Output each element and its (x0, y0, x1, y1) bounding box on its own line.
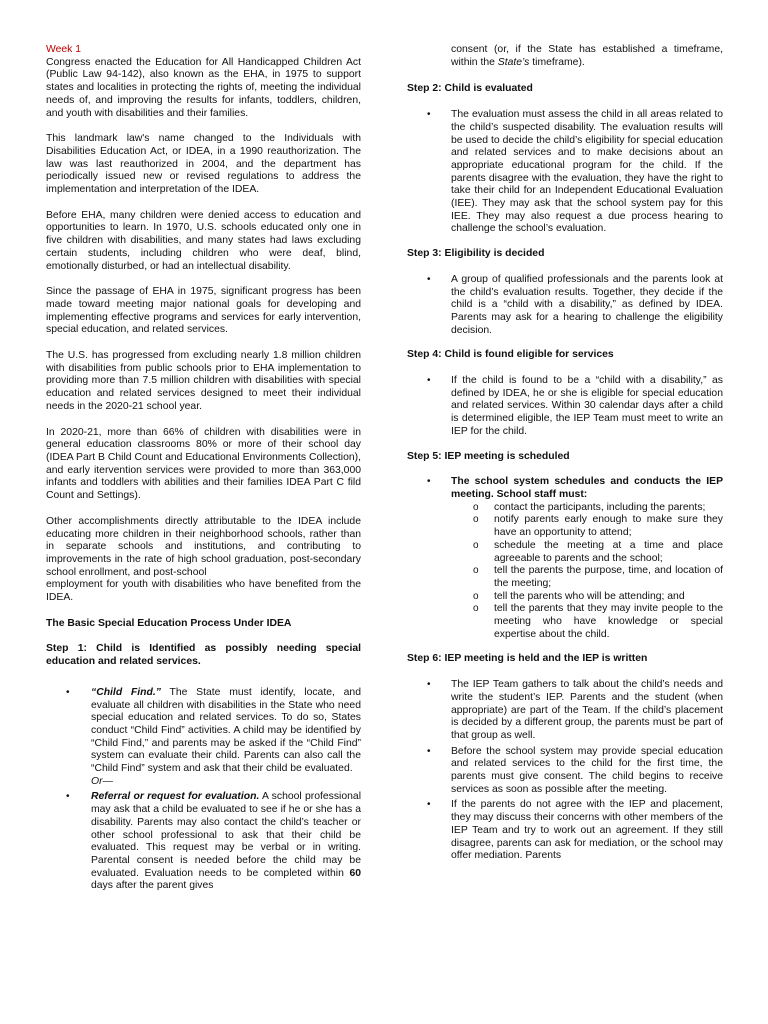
list-item (407, 476, 723, 641)
bullet-marker: • (66, 686, 70, 698)
list-item (407, 375, 723, 439)
step6-bullet-text: The IEP Team gathers to talk about the child’s needs and write the student’s IEP. Parents and the student (when appropriate) are part of the Team. If the child’s placement is decided by a different group, the parents must be part of that group as well. (451, 679, 723, 741)
child-find-text: The State must identify, locate, and evaluate all children with disabilities in the State who need special education and related services. To do so, States conduct “Child Find” activities. A child may be identified by “Child Find,” and parents may be asked if the “Child Find” system can evaluate their child. Parents can also call the “Child Find” system and ask that their child be evaluated. (91, 686, 361, 775)
sub-item-text: tell the parents that they may invite people to the meeting who have knowledge or special expertise about the child. (494, 603, 723, 640)
progress-paragraph: Since the passage of EHA in 1975, significant progress has been made toward meeting major national goals for developing and implementing effective programs and services for early intervention, special education, and related services. (46, 286, 361, 336)
list-item (407, 679, 723, 743)
list-item (46, 791, 361, 893)
bullet-marker: • (427, 679, 431, 691)
bullet-marker: • (427, 375, 431, 387)
bullet-marker: • (427, 109, 431, 121)
circle-bullet-icon: o (473, 539, 479, 551)
or-label: Or— (91, 775, 113, 787)
circle-bullet-icon: o (473, 501, 479, 513)
consent-italic: State’s (497, 56, 530, 68)
step5-list (407, 476, 723, 641)
step4-heading: Step 4: Child is found eligible for services (407, 349, 614, 361)
sub-item-text: notify parents early enough to make sure they have an opportunity to attend; (494, 514, 723, 539)
list-item (407, 799, 723, 863)
circle-bullet-icon: o (473, 590, 479, 602)
sub-item-text: contact the participants, including the parents; (494, 501, 706, 513)
step3-list (407, 274, 723, 338)
circle-bullet-icon: o (473, 603, 479, 615)
circle-bullet-icon: o (473, 514, 479, 526)
step2-list (407, 109, 723, 236)
sub-list-item (451, 591, 723, 604)
accomplishments-paragraph (46, 516, 361, 605)
week-label: Week 1 (46, 44, 82, 55)
sub-list-item (451, 540, 723, 565)
accomplishments-text-end: employment for youth with disabilities who have benefited from the IDEA. (46, 579, 361, 604)
name-change-paragraph: This landmark law's name changed to the Individuals with Disabilities Education Act, or IDEA, in a 1990 reauthorization. The law was last reauthorized in 2004, and the department has periodically issued new or revised regulations to address the implementation and interpretation of the IDEA. (46, 133, 361, 196)
intro-paragraph: Congress enacted the Education for All Handicapped Children Act (Public Law 94-142), also known as the EHA, in 1975 to support states and localities in protecting the rights of, meeting the individual needs of, and improving the results for infants, toddlers, children, and youth with disabilities and their families. (46, 56, 361, 119)
right-column (407, 44, 723, 875)
sub-list-item (451, 565, 723, 590)
step6-heading: Step 6: IEP meeting is held and the IEP is written (407, 653, 648, 665)
bullet-marker: • (427, 476, 431, 488)
step2-bullet-text: The evaluation must assess the child in all areas related to the child’s suspected disability. The evaluation results will be used to decide the child’s eligibility for special education and related services and to make decisions about an appropriate educational program for the child. If the parents disagree with the evaluation, they have the right to take their child for an Independent Educational Evaluation (IEE). They may ask that the school system pay for this IEE. They may also request a due process hearing to challenge the school’s evaluation. (451, 109, 723, 235)
consent-continuation (451, 44, 723, 69)
step6-bullet-text: If the parents do not agree with the IEP and placement, they may discuss their concerns with other members of the IEP Team and try to work out an agreement. If they still disagree, parents can ask for mediation, or the school may offer mediation. Parents (451, 799, 723, 862)
step2-heading: Step 2: Child is evaluated (407, 83, 533, 95)
sub-list-item (451, 514, 723, 539)
statistics-paragraph: The U.S. has progressed from excluding nearly 1.8 million children with disabilities from public schools prior to EHA implementation to providing more than 7.5 million children with disabilities with special education and related services designed to meet their individual needs in the 2020-21 school year. (46, 350, 361, 412)
step1-heading: Step 1: Child is Identified as possibly needing special education and related services. (46, 643, 361, 668)
before-eha-paragraph: Before EHA, many children were denied access to education and opportunities to learn. In 1970, U.S. schools educated only one in five children with disabilities, and many states had laws excluding certain students, including children who were deaf, blind, emotionally disturbed, or had an intellectual disability. (46, 209, 361, 272)
list-item (407, 109, 723, 236)
step1-list (46, 687, 361, 893)
consent-text: consent (or, if the State has established a timeframe, within the (451, 44, 723, 68)
bullet-marker: • (427, 745, 431, 757)
circle-bullet-icon: o (473, 565, 479, 577)
sub-item-text: schedule the meeting at a time and place agreeable to parents and the school; (494, 539, 723, 564)
bullet-marker: • (427, 799, 431, 811)
bullet-marker: • (427, 273, 431, 285)
step3-bullet-text: A group of qualified professionals and the parents look at the child’s evaluation results. Together, they decide if the child is a “child with a disability,” as defined by IDEA. Parents may ask for a hearing to challenge the eligibility decision. (451, 273, 723, 336)
process-heading: The Basic Special Education Process Under IDEA (46, 617, 292, 629)
referral-tail: days after the parent gives (91, 880, 214, 892)
sub-item-text: tell the parents the purpose, time, and location of the meeting; (494, 565, 723, 589)
step5-bullet-text: The school system schedules and conducts the IEP meeting. School staff must: (451, 476, 723, 500)
referral-label: Referral or request for evaluation. (91, 791, 260, 803)
sub-item-text: tell the parents who will be attending; and (494, 590, 685, 602)
bullet-marker: • (66, 791, 70, 803)
accomplishments-text: Other accomplishments directly attributable to the IDEA include educating more children in their neighborhood schools, rather than in separate schools and institutions, and contributing to improvements in the rate of high school graduation, post-secondary school enrollment, and post-school (46, 515, 361, 578)
list-item (407, 274, 723, 338)
referral-text: A school professional may ask that a child be evaluated to see if he or she has a disability. Parents may also contact the child’s teacher or other school professional to ask that their child be evaluated. This request may be verbal or in writing. Parental consent is needed before the child may be evaluated. Evaluation needs to be completed within (91, 791, 361, 879)
step6-bullet-text: Before the school system may provide special education and related services to the child for the first time, the parents must give consent. The child begins to receive services as soon as possible after the meeting. (451, 745, 723, 795)
step6-list (407, 679, 723, 863)
sub-list-item (451, 603, 723, 641)
list-item (46, 687, 361, 789)
step3-heading: Step 3: Eligibility is decided (407, 248, 545, 260)
classroom-statistics-paragraph: In 2020-21, more than 66% of children with disabilities were in general education classrooms 80% or more of their school day (IDEA Part B Child Count and Educational Environments Collection), and early itervention services were provided to more than 363,000 infants and toddlers with abilities and their families IDEA Part C fild Count and Settings). (46, 426, 361, 502)
staff-duties-list (451, 502, 723, 642)
consent-text-end: timeframe). (529, 56, 585, 68)
left-column (46, 44, 361, 905)
step4-bullet-text: If the child is found to be a “child with a disability,” as defined by IDEA, he or she is eligible for special education and related services. Within 30 calendar days after a child is determined eligible, the IEP Team must meet to write an IEP for the child. (451, 375, 723, 437)
step4-list (407, 375, 723, 439)
days-count: 60 (349, 867, 361, 879)
sub-list-item (451, 502, 723, 515)
step5-heading: Step 5: IEP meeting is scheduled (407, 450, 570, 462)
list-item (407, 746, 723, 797)
child-find-label: “Child Find.” (91, 686, 161, 698)
